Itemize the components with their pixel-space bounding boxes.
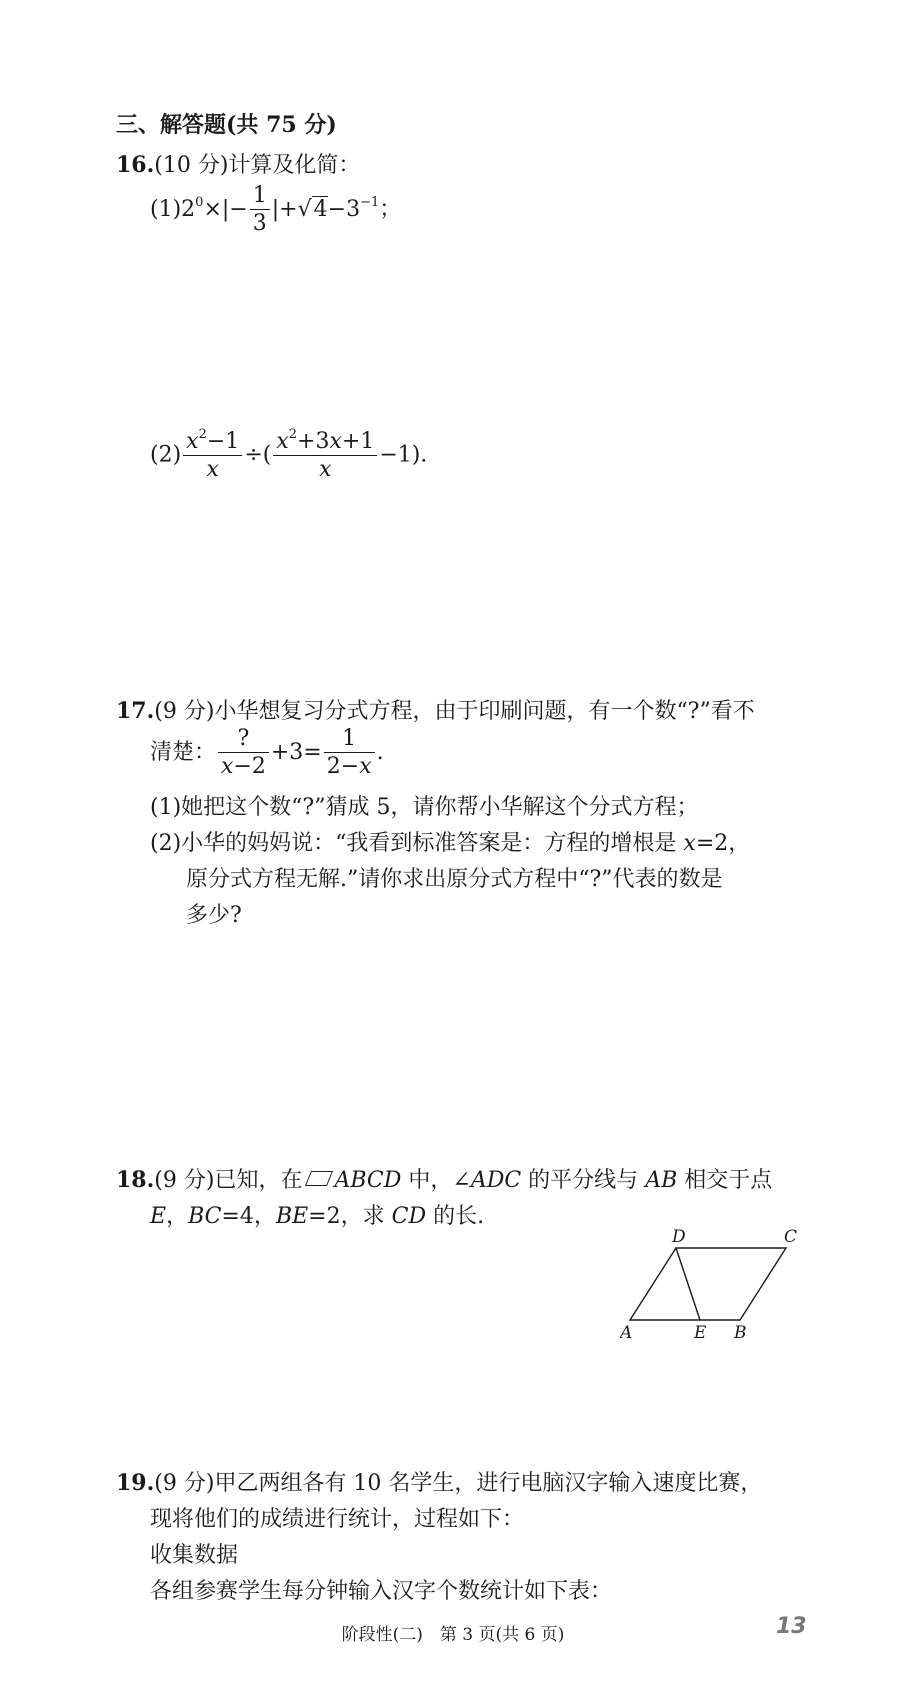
punctuation: ，: [166, 1204, 189, 1229]
fraction-denominator: [218, 753, 269, 779]
question-16-stem: [116, 148, 360, 179]
question-text: (10 分)计算及化简：: [154, 153, 361, 178]
question-text: (9 分)已知，在: [154, 1168, 303, 1193]
question-17-stem: [116, 694, 755, 725]
math-operator: +3=: [270, 739, 322, 765]
math-term: +1: [341, 429, 375, 454]
math-variable: ADC: [470, 1168, 522, 1193]
parallelogram-shape: [630, 1248, 786, 1320]
question-text: =2，求: [308, 1204, 392, 1229]
section-title: 三、解答题(共 75 分): [116, 112, 337, 138]
fraction-denominator: [324, 753, 375, 779]
question-text: (9 分)甲乙两组各有 10 名学生，进行电脑汉字输入速度比赛，: [154, 1471, 763, 1496]
question-text: (9 分)小华想复习分式方程，由于印刷问题，有一个数“?”看不: [154, 699, 755, 724]
punctuation: ；: [379, 196, 402, 222]
math-operator: ÷(: [244, 442, 272, 468]
question-number: 18.: [116, 1167, 155, 1193]
math-fraction: [183, 428, 242, 483]
math-term: 2−: [326, 754, 360, 780]
question-text: (2)小华的妈妈说：“我看到标准答案是：方程的增根是: [150, 831, 684, 856]
question-19-line-2: 现将他们的成绩进行统计，过程如下：: [150, 1507, 525, 1532]
fraction-numerator: 1: [324, 726, 375, 753]
math-variable: CD: [391, 1204, 427, 1229]
part-label: (1): [150, 196, 182, 222]
fraction-denominator: x: [206, 457, 219, 483]
question-number: 17.: [116, 698, 155, 724]
question-17-equation-line: [150, 726, 384, 780]
question-text: 相交于点: [677, 1168, 773, 1193]
question-text: =4，: [221, 1204, 276, 1229]
parallelogram-icon: [305, 1171, 333, 1186]
fraction-denominator: x: [319, 457, 332, 483]
math-operator: +: [279, 196, 298, 222]
math-term: −1: [206, 429, 240, 454]
question-text: 的平分线与: [521, 1168, 646, 1193]
question-text: 清楚：: [150, 739, 217, 765]
math-fraction: [324, 726, 375, 780]
math-term: −1).: [379, 442, 428, 468]
angle-bisector-line: [676, 1248, 700, 1320]
question-17-part-2-line-3: 多少?: [186, 903, 242, 928]
math-exponent: 2: [288, 427, 298, 442]
question-number: 19.: [116, 1470, 155, 1496]
question-number: 16.: [116, 152, 155, 178]
math-variable: x: [359, 754, 372, 780]
fraction-denominator: 3: [252, 211, 267, 237]
math-variable: x: [329, 429, 342, 454]
vertex-label-c: C: [784, 1227, 798, 1247]
math-variable: BE: [275, 1204, 309, 1229]
math-abs-close: |: [271, 196, 280, 222]
punctuation: .: [376, 739, 384, 765]
question-16-part-1: [150, 183, 401, 237]
math-term: −2: [233, 754, 266, 780]
vertex-label-d: D: [672, 1227, 686, 1247]
vertex-label-b: B: [734, 1323, 747, 1343]
math-term: +3: [297, 429, 330, 454]
math-variable: BC: [188, 1204, 222, 1229]
question-17-part-2: [150, 826, 750, 857]
math-fraction: [250, 183, 270, 237]
math-variable: ABCD: [334, 1168, 402, 1193]
math-variable: x: [186, 429, 199, 454]
question-18-line-2: [150, 1199, 484, 1230]
math-variable: x: [683, 831, 696, 856]
math-abs-open: |−: [221, 196, 248, 222]
fraction-numerator: ?: [218, 726, 269, 753]
math-exponent: −1: [360, 194, 380, 210]
fraction-numerator: 1: [250, 183, 270, 210]
fraction-numerator: [273, 428, 377, 456]
math-radicand: 4: [313, 196, 328, 222]
math-variable: x: [276, 429, 289, 454]
question-17-part-1: (1)她把这个数“?”猜成 5，请你帮小华解这个分式方程；: [150, 795, 699, 820]
math-variable: E: [150, 1204, 167, 1229]
question-19-line-3: 收集数据: [150, 1543, 239, 1568]
page-footer: 阶段性(二) 第 3 页(共 6 页): [341, 1625, 565, 1645]
question-19-line-4: 各组参赛学生每分钟输入汉字个数统计如下表：: [150, 1579, 613, 1604]
question-text: 中，∠: [401, 1168, 471, 1193]
vertex-label-a: A: [620, 1323, 633, 1343]
math-variable: AB: [645, 1168, 678, 1193]
vertex-label-e: E: [694, 1323, 707, 1343]
question-text: 的长.: [426, 1204, 485, 1229]
page-number: 13: [776, 1614, 807, 1639]
question-18-stem: [116, 1163, 772, 1194]
math-variable: x: [221, 754, 234, 780]
question-19-stem: [116, 1466, 762, 1497]
math-operator: ×: [203, 196, 222, 222]
fraction-numerator: [183, 428, 242, 456]
math-term: −3: [327, 196, 361, 222]
math-exponent: 0: [195, 194, 204, 210]
parallelogram-figure: [620, 1226, 800, 1344]
part-label: (2): [150, 442, 182, 468]
math-fraction: [218, 726, 269, 780]
sqrt-icon: √: [297, 196, 312, 222]
question-text: =2，: [695, 831, 751, 856]
math-base: 2: [181, 196, 196, 222]
question-16-part-2: [150, 428, 427, 483]
question-17-part-2-line-2: 原分式方程无解.”请你求出原分式方程中“?”代表的数是: [186, 867, 723, 892]
math-fraction: [273, 428, 377, 483]
math-exponent: 2: [198, 427, 207, 442]
